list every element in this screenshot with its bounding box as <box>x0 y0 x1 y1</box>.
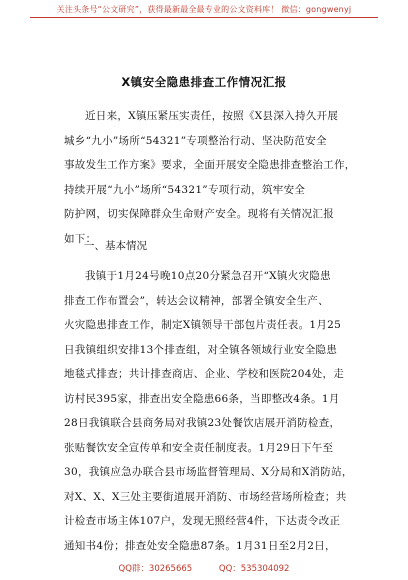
intro-line: 事故发生工作方案》要求，全面开展安全隐患排查整治工作， <box>64 159 356 171</box>
document-title: X镇安全隐患排查工作情况汇报 <box>121 75 287 89</box>
body-line: 28日我镇联合县商务局对我镇23处餐饮店展开消防检查， <box>64 417 341 429</box>
body-line: 访村民395家，排查出安全隐患66条，当即整改4条。1月 <box>64 392 340 405</box>
footer-contacts <box>0 562 408 574</box>
intro-line: 近日来，X镇压紧压实责任，按照《X县深入持久开展 <box>85 110 339 122</box>
body-line: 30，我镇应急办联合县市场监督管理局、X分局和X消防站， <box>64 466 353 478</box>
top-banner: 关注头条号“公文研究”，获得最新最全最专业的公文资料库！ 微信：gongwenyj <box>56 5 352 14</box>
banner-divider <box>30 17 378 18</box>
body-line: 地毯式排查；共计排查商店、企业、学校和医院204处，走 <box>64 368 345 380</box>
qq-group-text: QQ群：30265665 <box>118 564 193 574</box>
body-line: 火灾隐患排查工作，制定X镇领导干部包片责任表。1月25 <box>64 319 342 331</box>
intro-paragraph <box>64 104 356 251</box>
body-line: 计检查市场主体107户，发现无照经营4件，下达责令改正 <box>64 515 341 527</box>
intro-line: 持续开展“九小”场所“54321”专项行动，筑牢安全 <box>64 183 306 196</box>
intro-line: 防护网，切实保障群众生命财产安全。现将有关情况汇报 <box>64 208 334 220</box>
body-line: 通知书4份；排查处安全隐患87条。1月31日至2月2日， <box>64 539 336 552</box>
body-line: 排查工作布置会”，转达会议精神，部署全镇安全生产、 <box>64 294 329 307</box>
body-line: 我镇于1月24号晚10点20分紧急召开“X镇火灾隐患 <box>85 270 331 282</box>
body-line: 日我镇组织安排13个排查组，对全镇各领域行业安全隐患 <box>64 343 338 356</box>
qq-text: QQ：535304092 <box>218 564 290 574</box>
section-heading: 一、基本情况 <box>84 240 147 252</box>
body-line: 张贴餐饮安全宣传单和安全责任制度表。1月29日下午至 <box>64 441 334 454</box>
intro-line: 城乡“九小”场所“54321”专项整治行动、坚决防范安全 <box>64 134 327 147</box>
body-paragraph <box>64 264 353 558</box>
body-line: 对X、X、X三处主要街道展开消防、市场经营场所检查；共 <box>64 490 347 503</box>
intro-line: 如下： <box>64 232 97 245</box>
